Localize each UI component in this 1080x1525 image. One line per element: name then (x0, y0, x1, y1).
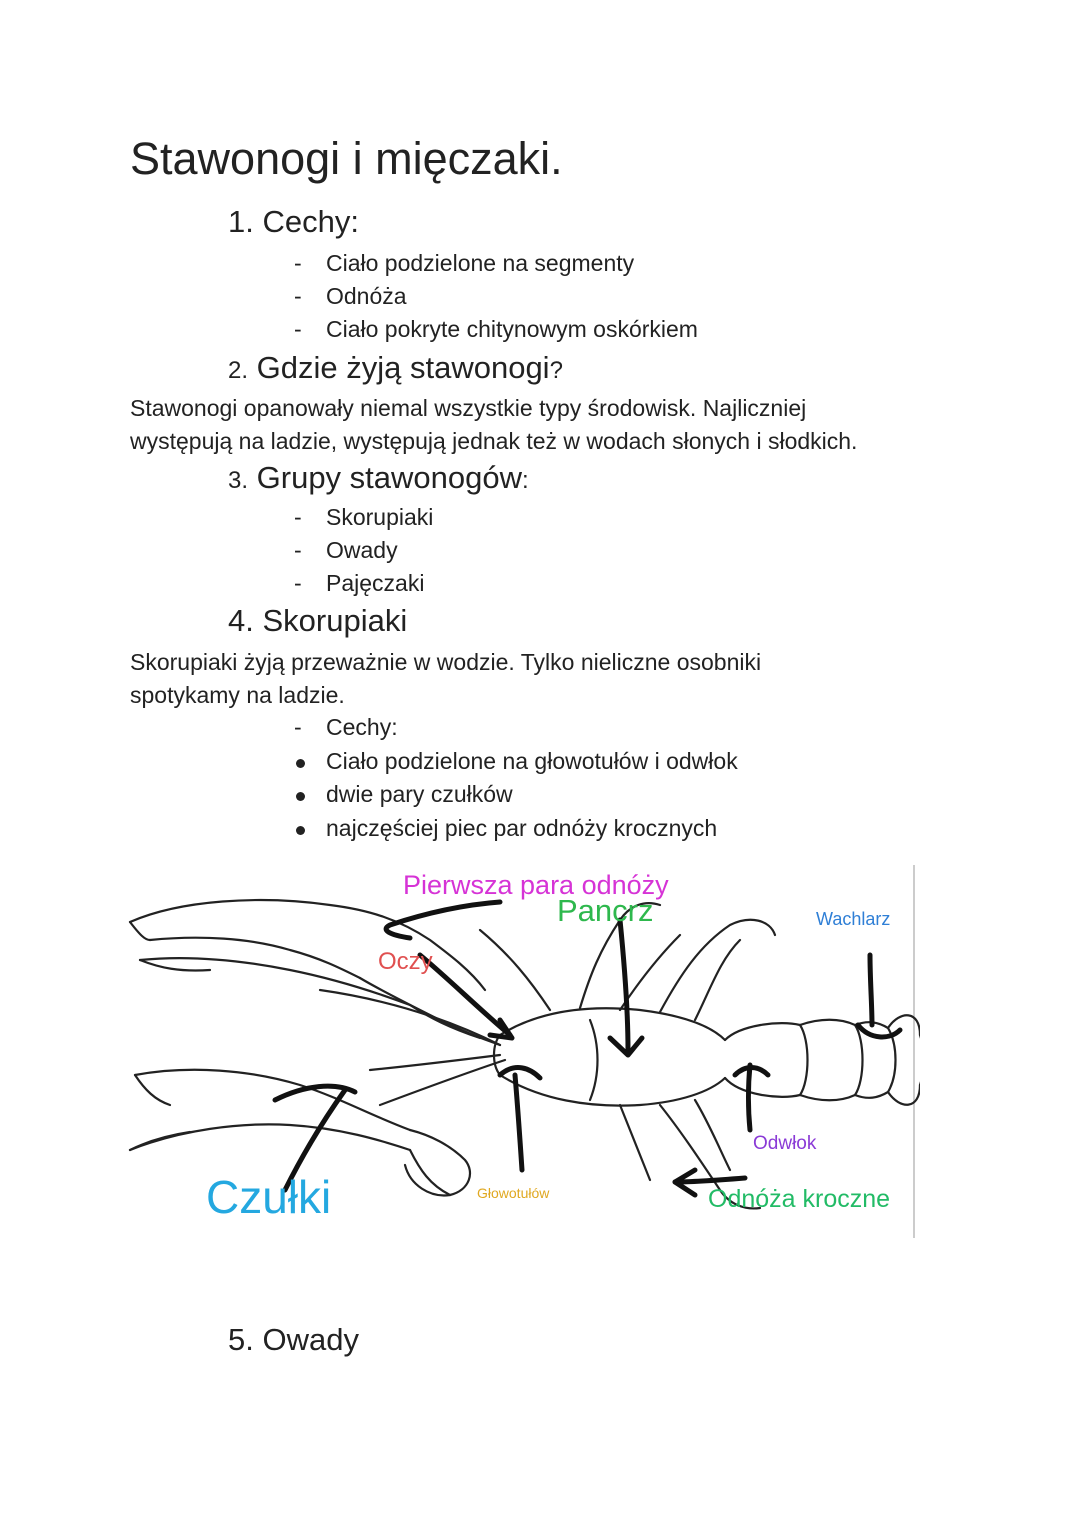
section-2-number: 2. (228, 357, 249, 384)
section-4-title: Skorupiaki (262, 603, 408, 638)
section-3-title: Grupy stawonogów (256, 460, 523, 495)
label-odwlok: Odwłok (753, 1133, 817, 1154)
section-2-heading: 2. Gdzie żyją stawonogi? (228, 350, 563, 385)
bullet-item: najczęściej piec par odnóży krocznych (326, 815, 717, 842)
label-glowotulow: Głowotułów (477, 1185, 550, 1201)
page-title: Stawonogi i mięczaki. (130, 133, 563, 184)
label-oczy: Oczy (378, 948, 433, 975)
section-5-number: 5. (228, 1322, 254, 1357)
section-4-paragraph-line: spotykamy na ladzie. (130, 682, 345, 708)
section-2-paragraph-line: występują na ladzie, występują jednak też w wodach słonych i słodkich. (130, 428, 858, 454)
list-item: - Skorupiaki (294, 504, 434, 530)
section-1-heading (228, 204, 359, 240)
section-2-paragraph-line: Stawonogi opanowały niemal wszystkie typy środowisk. Najliczniej (130, 395, 807, 421)
label-czulki: Czułki (206, 1171, 332, 1223)
label-pierwsza-para: Pierwsza para odnóży (403, 870, 669, 900)
section-4-heading (228, 603, 407, 639)
bullet-item: Ciało podzielone na głowotułów i odwłok (326, 748, 738, 775)
list-item: - Owady (294, 537, 398, 563)
list-item: - Ciało pokryte chitynowym oskórkiem (294, 316, 698, 342)
label-pancerz: Pancrz (557, 893, 654, 928)
section-1-number: 1. (228, 204, 254, 239)
section-5-heading (228, 1322, 359, 1358)
section-5-title: Owady (262, 1322, 359, 1357)
section-3-heading: 3. Grupy stawonogów: (228, 460, 529, 495)
list-item: - Cechy: (294, 714, 398, 740)
section-4-paragraph-line: Skorupiaki żyją przeważnie w wodzie. Tylko nieliczne osobniki (130, 649, 762, 675)
label-wachlarz: Wachlarz (816, 909, 891, 929)
bullet-item: dwie pary czułków (326, 781, 513, 808)
section-4-number: 4. (228, 603, 254, 638)
crayfish-diagram (120, 860, 920, 1240)
list-item: - Ciało podzielone na segmenty (294, 250, 635, 276)
list-item: - Pajęczaki (294, 570, 425, 596)
label-odnoza-kroczne: Odnóża kroczne (708, 1185, 891, 1213)
section-3-number: 3. (228, 467, 249, 494)
section-2-title: Gdzie żyją stawonogi (256, 350, 550, 385)
list-item: - Odnóża (294, 283, 407, 309)
section-1-title: Cechy: (262, 204, 359, 239)
